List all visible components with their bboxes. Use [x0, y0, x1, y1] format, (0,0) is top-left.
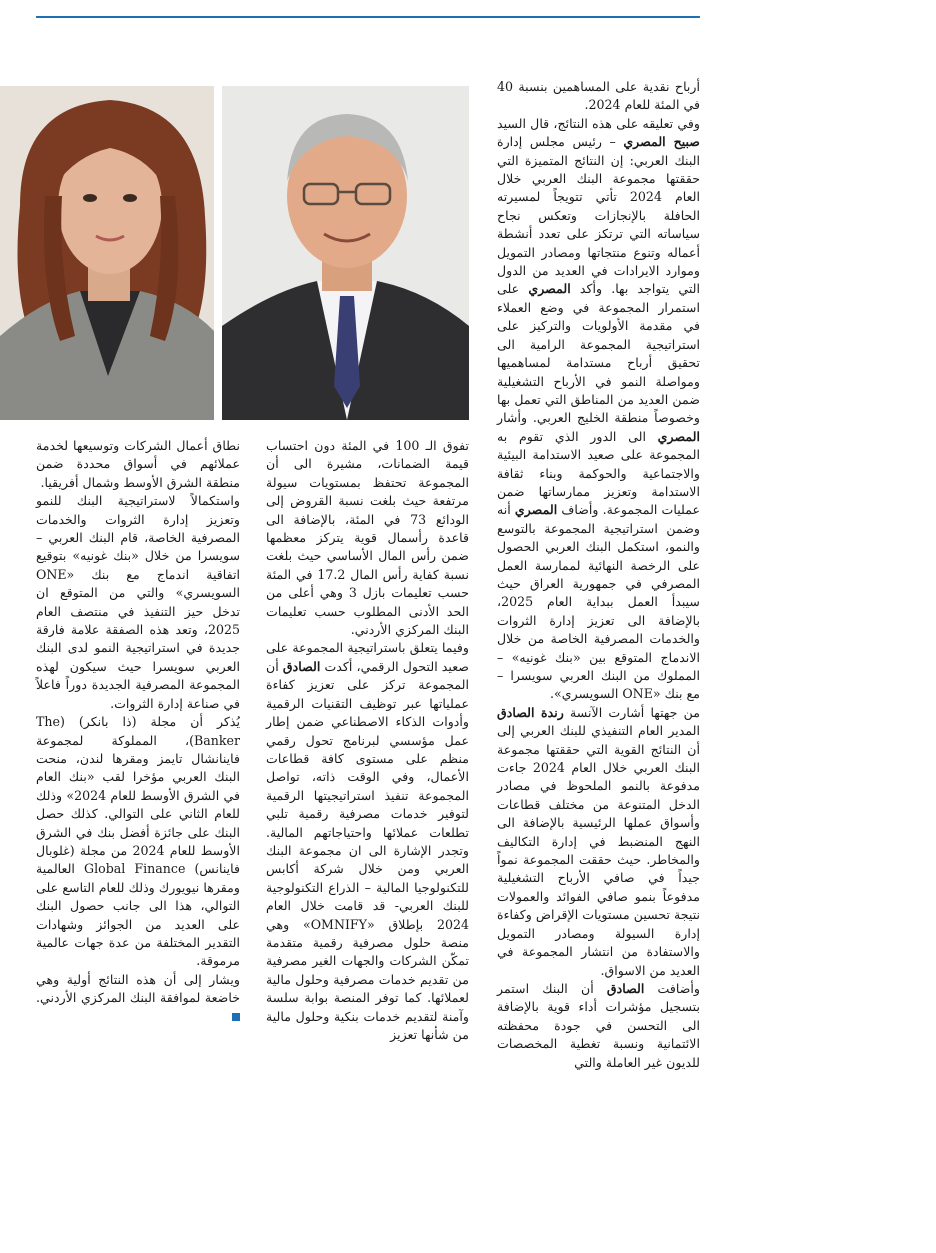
- person-name: المصري: [514, 502, 558, 518]
- paragraph: تفوق الـ 100 في المئة دون احتساب قيمة الضمانات، مشيرة الى أن المجموعة تحتفظ بمستويات سيولة مرتفعة حيث بلغت نسبة القروض إلى الودائع 73 في المئة، بالإضافة الى قاعدة رأسمال قوية يتركز معظمها ضمن رأس المال الأساسي حيث بلغت نسبة كفاية رأس المال 17.2 في المئة حسب تعليمات بازل 3 وهي أعلى من الحد الأدنى المطلوب حسب تعليمات البنك المركزي الأردني.: [266, 438, 469, 638]
- paragraph: من جهتها أشارت الآنسة رندة الصادق المدير العام التنفيذي للبنك العربي إلى أن النتائج القوية التي حققتها مجموعة البنك العربي خلال العام 2024 جاءت مدفوعة بالنمو الملحوظ في مصادر الدخل المتنوعة من مختلف قطاعات وأسواق عملها الرئيسية بالإضافة الى النهج المنضبط في إدارة التكاليف والمخاطر. حيث حققت المجموعة نمواً جيداً في صافي الأرباح التشغيلية مدفوعاً بنمو صافي الفوائد والعمولات نتيجة تحسين مستويات الإقراض وكفاءة إدارة السيولة ومصادر التمويل والاستفادة من انتشار المجموعة في العديد من الاسواق.: [497, 704, 700, 978]
- portrait-man-illustration: [222, 86, 469, 420]
- portrait-woman-illustration: [0, 86, 214, 420]
- person-name: المصري: [657, 428, 700, 444]
- paragraph: واستكمالاً لاستراتيجية البنك للنمو وتعزيز إدارة الثروات والخدمات المصرفية الخاصة، قام البنك العربي – سويسرا من خلال «بنك غونيه» بتوقيع اتفاقية اندماج مع بنك «ONE السويسري» والتي من المتوقع ان تدخل حيز التنفيذ في منتصف العام 2025، وتعد هذه الصفقة علامة فارقة جديدة في استراتيجية النمو لدى البنك العربي سويسرا حيث سيكون لهذه المجموعة المصرفية الجديدة دوراً فاعلاً في صناعة إدارة الثروات.: [36, 493, 240, 711]
- article-column-right: [497, 78, 700, 1072]
- paragraph: وفي تعليقه على هذه النتائج، قال السيد صبيح المصري – رئيس مجلس إدارة البنك العربي: إن النتائج المتميزة التي حققتها مجموعة البنك العربي خلال العام 2024 تأتي تتويجاً لمسيرته الحافلة بالإنجازات وتعكس نجاح سياساته التي ترتكز على تعدد أنشطة أعماله وتنوع منتجاتها ومصادر التمويل وموارد الايرادات في العديد من الدول التي يتواجد بها. وأكد المصري على استمرار المجموعة في وضع العملاء في مقدمة الأولويات والتركيز على استراتيجية المجموعة الرامية الى تحقيق أرباح مستدامة لمساهميها ومواصلة النمو في الأرباح التشغيلية ضمن العديد من المناطق التي تعمل بها وخصوصاً منطقة الخليج العربي. وأشار المصري الى الدور الذي تقوم به المجموعة على صعيد الاستدامة البيئية والاجتماعية والحوكمة وبناء ثقافة الاستدامة وتعزيز ممارساتها ضمن عمليات المجموعة. وأضاف المصري أنه وضمن استراتيجية المجموعة بالتوسع والنمو، استكمل البنك العربي الحصول على الرخصة النهائية لممارسة العمل المصرفي في جمهورية العراق حيث سيبدأ العمل ببداية العام 2025، بالإضافة الى تعزيز إدارة الثروات والخدمات المصرفية الخاصة من خلال الاندماج المتوقع بين «بنك غونيه» – المملوك من البنك العربي سويسرا – مع بنك «ONE السويسري».: [497, 115, 701, 702]
- person-name: صبيح المصري: [623, 134, 701, 150]
- paragraph: وأضافت الصادق أن البنك استمر بتسجيل مؤشرات أداء قوية بالإضافة الى التحسن في جودة محفظته الائتمانية ونسبة تغطية المخصصات للديون غير العاملة والتي: [497, 980, 700, 1070]
- paragraph: يُذكر أن مجلة (ذا بانكر) (The Banker)، المملوكة لمجموعة فاينانشال تايمز ومقرها لندن، منحت البنك العربي مؤخرا لقب «بنك العام في الشرق الأوسط للعام 2024» وذلك للعام الثاني على التوالي. كذلك حصل البنك على جائزة أفضل بنك في الشرق الأوسط للعام 2024 من مجلة (غلوبال فاينانس) Global Finance العالمية ومقرها نيويورك وذلك للعام التاسع على التوالي، هذا الى جانب حصول البنك على العديد من الجوائز وشهادات التقدير المختلفة من عدة جهات عالمية مرموقة.: [36, 714, 240, 969]
- person-name: الصادق: [606, 980, 645, 996]
- end-of-article-square-icon: [232, 1013, 240, 1021]
- top-accent-rule: [36, 16, 700, 18]
- portrait-photo-woman: [0, 86, 214, 420]
- article-column-left: [36, 437, 240, 1026]
- article-column-middle: [266, 437, 469, 1044]
- paragraph: نطاق أعمال الشركات وتوسيعها لخدمة عملائهم في أسواق محددة ضمن منطقة الشرق الأوسط وشمال أفريقيا.: [36, 438, 240, 490]
- person-name: رندة الصادق: [497, 704, 564, 720]
- paragraph: أرباح نقدية على المساهمين بنسبة 40 في المئة للعام 2024.: [497, 79, 700, 113]
- portrait-photo-man: [222, 86, 469, 420]
- person-name: المصري: [528, 281, 571, 297]
- paragraph: ويشار إلى أن هذه النتائج أولية وهي خاضعة لموافقة البنك المركزي الأردني.: [36, 971, 240, 1026]
- person-name: الصادق: [282, 658, 321, 674]
- paragraph: وفيما يتعلق باستراتيجية المجموعة على صعيد التحول الرقمي، أكدت الصادق أن المجموعة تركز على تعزيز كفاءة عملياتها عبر توظيف التقنيات الرقمية وأدوات الذكاء الاصطناعي ضمن إطار عمل مؤسسي لبرنامج تحول رقمي منظم على مستوى كافة قطاعات الأعمال، وفي الوقت ذاته، تواصل المجموعة تنفيذ استراتيجيتها الرقمية لتوفير خدمات مصرفية رقمية تلبي تطلعات عملائها واحتياجاتهم المالية. وتجدر الإشارة الى ان مجموعة البنك العربي ومن خلال شركة أكابس للتكنولوجيا المالية – الذراع التكنولوجية للبنك العربي- قد قامت خلال العام 2024 بإطلاق «OMNIFY» وهي منصة حلول مصرفية رقمية متقدمة تمكّن الشركات والجهات الغير مصرفية من تقديم خدمات مصرفية وحلول مالية لعملائها. كما توفر المنصة بوابة سلسة وآمنة لتقديم خدمات بنكية وحلول مالية من شأنها تعزيز: [266, 640, 469, 1042]
